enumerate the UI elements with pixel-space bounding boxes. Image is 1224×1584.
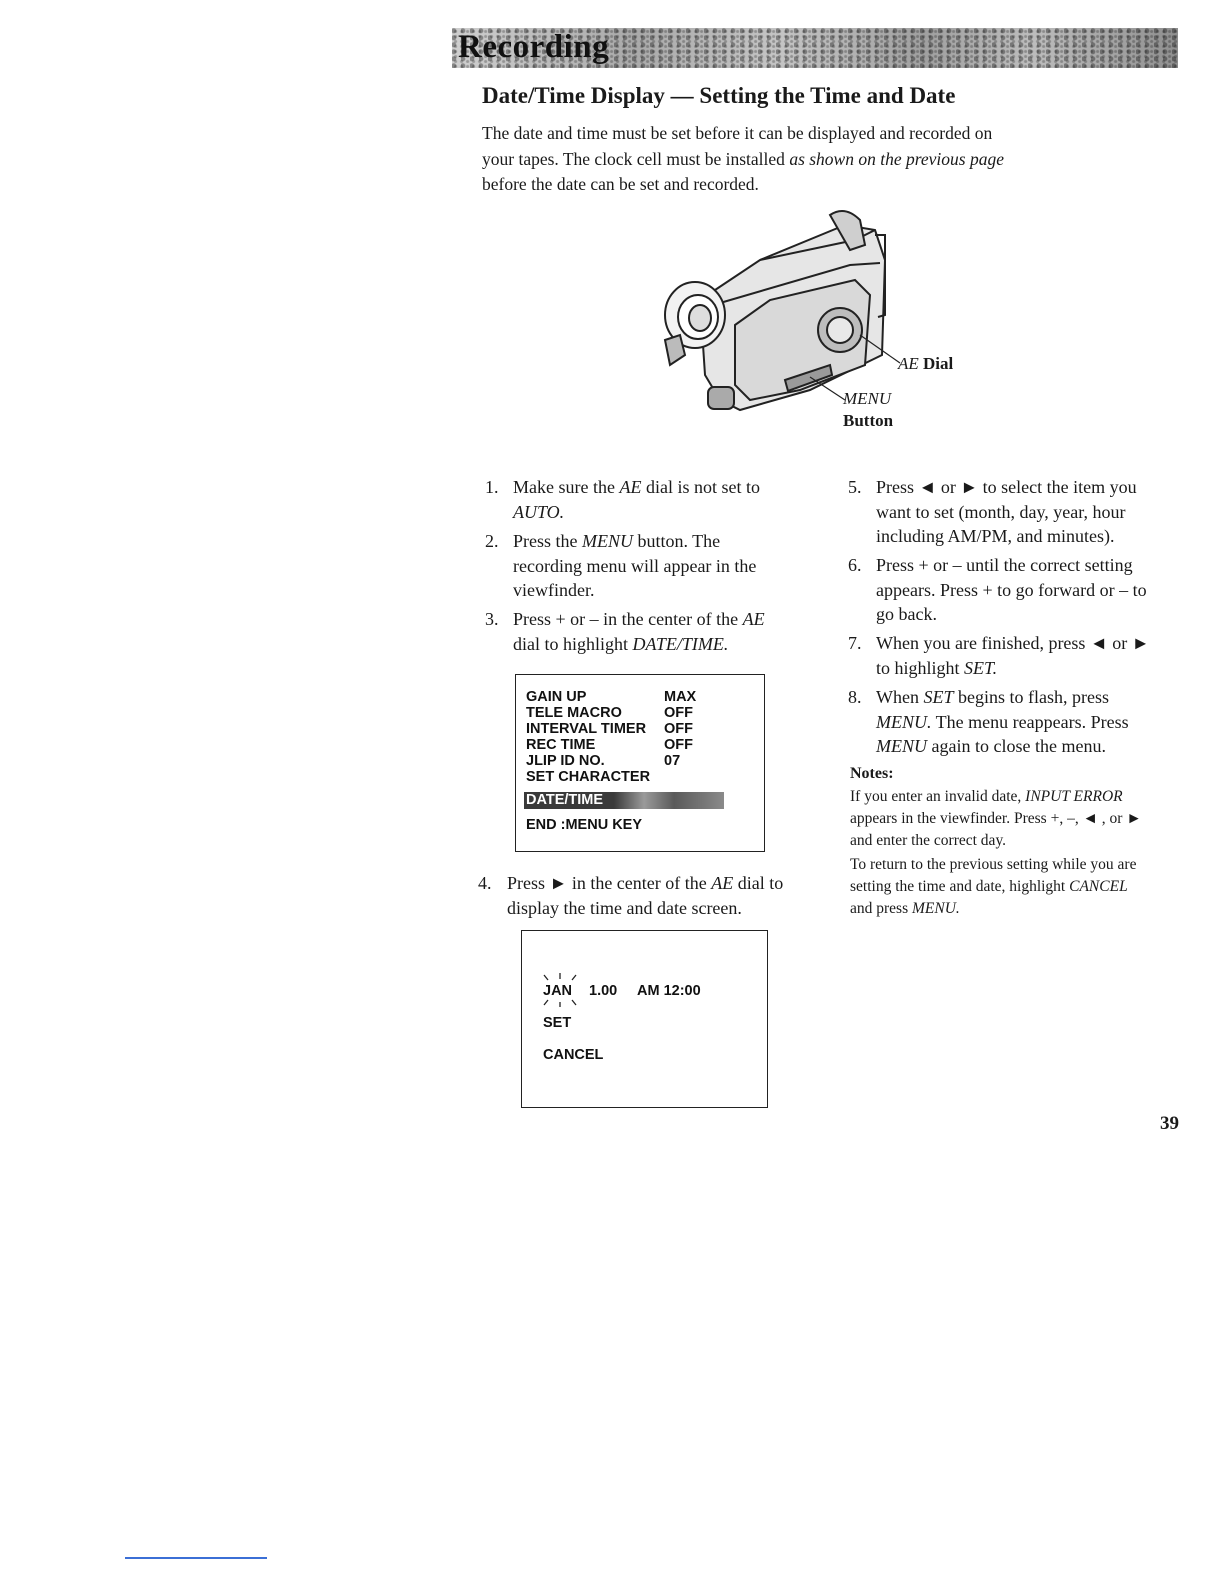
step-4 (478, 871, 818, 921)
step-text: appears. Press + to go forward or – to (876, 579, 1147, 600)
step-emphasis: SET (923, 687, 954, 707)
step-7 (848, 631, 1193, 681)
menu-label: TELE MACRO (526, 705, 622, 721)
step-number: 6. (848, 555, 862, 575)
step-text: display the time and date screen. (507, 897, 742, 918)
intro-line: The date and time must be set before it can be displayed and recorded on (482, 123, 993, 143)
menu-row-interval-timer (526, 721, 693, 737)
menu-button-callout (843, 388, 893, 432)
step-text: When (876, 687, 924, 707)
step-text: button. The (633, 531, 721, 551)
step-number: 2. (485, 531, 499, 551)
note-emphasis: INPUT ERROR (1025, 788, 1123, 805)
step-3 (485, 607, 815, 657)
menu-row-gain-up (526, 689, 697, 705)
step-text: Press + or – in the center of the (513, 609, 743, 629)
note-emphasis: MENU. (912, 900, 960, 917)
date-day-value: 1.00 (589, 983, 618, 999)
step-number: 5. (848, 477, 862, 497)
recording-menu-screen (515, 674, 765, 852)
page-number: 39 (1160, 1113, 1179, 1134)
step-emphasis: SET. (964, 657, 998, 678)
step-5 (848, 475, 1193, 550)
menu-row-rec-time (526, 737, 693, 753)
step-text: dial is not set to (641, 477, 760, 497)
menu-value: OFF (664, 705, 693, 721)
step-text: viewfinder. (513, 580, 595, 600)
step-text: When you are finished, press ◄ or ► (876, 633, 1150, 653)
step-2 (485, 529, 815, 604)
step-emphasis: AUTO. (513, 501, 565, 522)
step-number: 7. (848, 633, 862, 653)
note-text: If you enter an invalid date, (850, 788, 1026, 805)
menu-value: MAX (664, 689, 697, 705)
step-text: The menu reappears. Press (931, 711, 1129, 732)
intro-line (482, 147, 1102, 173)
intro-paragraph (482, 121, 1102, 198)
step-6 (848, 553, 1193, 628)
banner-title: Recording (458, 29, 610, 65)
step-text: dial to highlight (513, 633, 633, 654)
step-text: want to set (month, day, year, hour (876, 501, 1126, 522)
date-month-value: JAN (543, 983, 573, 999)
ae-callout-label: AE (898, 354, 919, 373)
step-text: again to close the menu. (927, 736, 1106, 756)
note-emphasis: CANCEL (1069, 878, 1128, 895)
menu-end-hint: END :MENU KEY (526, 817, 643, 833)
menu-row-date-time-highlighted (524, 792, 724, 809)
step-text: go back. (876, 604, 937, 624)
menu-label: GAIN UP (526, 689, 587, 705)
intro-text: your tapes. The clock cell must be installed (482, 148, 790, 169)
note-cancel (850, 854, 1190, 920)
date-time-screen (521, 930, 768, 1108)
step-text: dial to (733, 873, 784, 893)
menu-row-set-character (526, 769, 650, 785)
step-text: Press the (513, 531, 582, 551)
ae-dial-callout (898, 353, 953, 375)
note-invalid-date (850, 786, 1190, 852)
menu-label: JLIP ID NO. (526, 753, 605, 769)
menu-value: 07 (664, 753, 681, 769)
step-emphasis: MENU (582, 531, 633, 551)
step-emphasis: AE (619, 477, 642, 497)
menu-value: OFF (664, 737, 693, 753)
step-text: including AM/PM, and minutes). (876, 526, 1115, 546)
step-text: Press + or – until the correct setting (876, 555, 1133, 575)
menu-callout-text: Button (843, 411, 894, 430)
step-text: to highlight (876, 657, 965, 678)
step-8 (848, 685, 1193, 760)
menu-label: INTERVAL TIMER (526, 721, 647, 737)
footer-rule (125, 1557, 267, 1559)
intro-line: before the date can be set and recorded. (482, 174, 759, 194)
step-emphasis: MENU. (876, 711, 932, 732)
step-text: begins to flash, press (953, 687, 1109, 707)
note-text: setting the time and date, highlight (850, 878, 1070, 895)
note-text: and press (850, 900, 912, 917)
notes-heading: Notes: (850, 765, 894, 782)
step-emphasis: MENU (876, 736, 927, 756)
time-value: AM 12:00 (637, 983, 701, 999)
step-number: 1. (485, 477, 499, 497)
step-1 (485, 475, 815, 525)
note-text: appears in the viewfinder. Press +, –, ◄ , or ► (850, 810, 1142, 827)
menu-row-jlip-id (526, 753, 681, 769)
cancel-option: CANCEL (543, 1047, 604, 1063)
menu-label: SET CHARACTER (526, 769, 651, 785)
note-text: and enter the correct day. (850, 832, 1007, 849)
ae-callout-text: Dial (918, 354, 954, 373)
page-title: Date/Time Display — Setting the Time and Date (482, 83, 956, 108)
step-text: Press ◄ or ► to select the item you (876, 477, 1137, 497)
step-text: Press ► in the center of the (507, 873, 712, 893)
menu-row-tele-macro (526, 705, 693, 721)
step-emphasis: AE (742, 609, 765, 629)
step-text: recording menu will appear in the (513, 555, 757, 576)
note-text: To return to the previous setting while you are (850, 856, 1137, 873)
step-number: 4. (478, 873, 492, 893)
intro-emphasis: as shown on the previous page (789, 148, 1004, 169)
menu-label: REC TIME (526, 737, 596, 753)
menu-highlight-label: DATE/TIME (526, 792, 604, 808)
step-emphasis: AE (711, 873, 734, 893)
step-number: 3. (485, 609, 499, 629)
menu-callout-label: MENU (843, 389, 892, 408)
step-emphasis: DATE/TIME. (632, 633, 729, 654)
menu-value: OFF (664, 721, 693, 737)
set-option: SET (543, 1015, 572, 1031)
step-number: 8. (848, 687, 862, 707)
step-text: Make sure the (513, 477, 620, 497)
section-banner (452, 28, 1178, 68)
